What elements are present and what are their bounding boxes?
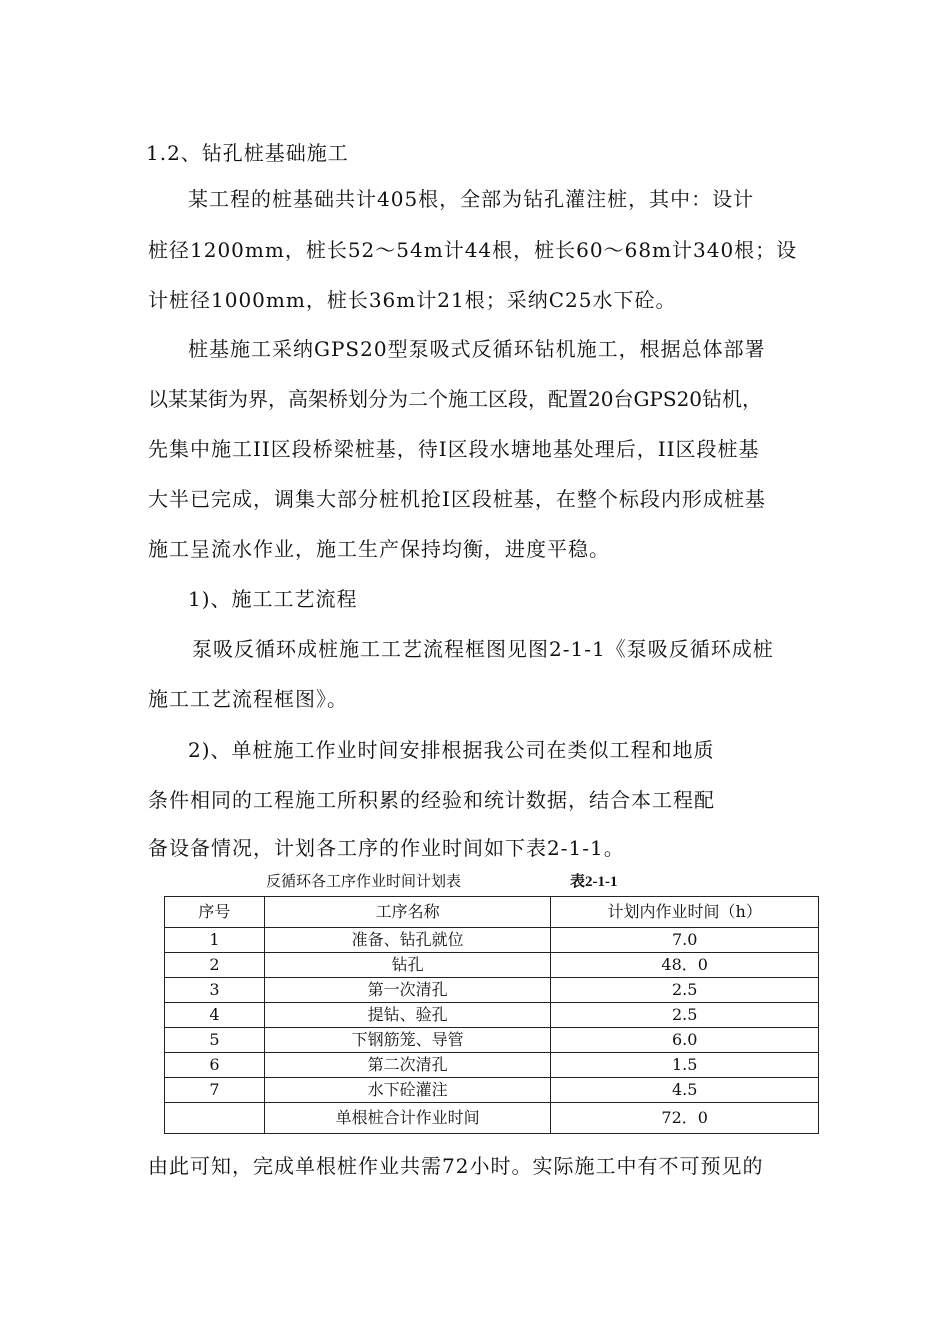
cell-seq: 4 [165, 1003, 265, 1028]
closing-line: 由此可知，完成单根桩作业共需72小时。实际施工中有不可预见的 [148, 1154, 764, 1178]
cell-process: 下钢筋笼、导管 [264, 1028, 551, 1053]
cell-process: 准备、钻孔就位 [264, 928, 551, 953]
cell-seq: 2 [165, 953, 265, 978]
section-heading: 1.2、钻孔桩基础施工 [146, 141, 349, 165]
table-header-row [165, 897, 819, 928]
table-row [165, 953, 819, 978]
table-row [165, 978, 819, 1003]
cell-time: 2.5 [551, 978, 819, 1003]
cell-time: 7.0 [551, 928, 819, 953]
header-process: 工序名称 [264, 897, 551, 928]
paragraph-3-line-1: 泵吸反循环成桩施工工艺流程框图见图2-1-1《泵吸反循环成桩 [192, 637, 774, 661]
paragraph-4-line-3: 备设备情况，计划各工序的作业时间如下表2-1-1。 [148, 836, 625, 860]
cell-seq: 3 [165, 978, 265, 1003]
table-row [165, 928, 819, 953]
table-row [165, 1078, 819, 1103]
cell-process: 水下砼灌注 [264, 1078, 551, 1103]
paragraph-2-line-3: 先集中施工II区段桥梁桩基，待I区段水塘地基处理后，II区段桩基 [148, 437, 760, 461]
cell-total-time: 72．0 [551, 1103, 819, 1134]
cell-time: 2.5 [551, 1003, 819, 1028]
process-time-table [164, 896, 819, 1134]
paragraph-4-line-1: 2)、单桩施工作业时间安排根据我公司在类似工程和地质 [188, 738, 715, 762]
cell-seq: 7 [165, 1078, 265, 1103]
paragraph-3-line-2: 施工工艺流程框图》。 [148, 687, 348, 711]
cell-time: 4.5 [551, 1078, 819, 1103]
cell-process: 提钻、验孔 [264, 1003, 551, 1028]
cell-process: 第一次清孔 [264, 978, 551, 1003]
cell-seq [165, 1103, 265, 1134]
table-number: 表2-1-1 [570, 874, 618, 890]
cell-seq: 1 [165, 928, 265, 953]
cell-time: 1.5 [551, 1053, 819, 1078]
table-row [165, 1028, 819, 1053]
paragraph-2-line-4: 大半已完成，调集大部分桩机抢I区段桩基，在整个标段内形成桩基 [148, 487, 766, 511]
table-row [165, 1053, 819, 1078]
cell-time: 48．0 [551, 953, 819, 978]
table-caption: 反循环各工序作业时间计划表 [266, 874, 462, 890]
header-seq: 序号 [165, 897, 265, 928]
paragraph-2-line-5: 施工呈流水作业，施工生产保持均衡，进度平稳。 [148, 537, 610, 561]
cell-seq: 6 [165, 1053, 265, 1078]
cell-time: 6.0 [551, 1028, 819, 1053]
cell-total-label: 单根桩合计作业时间 [264, 1103, 551, 1134]
paragraph-1-line-3: 计桩径1000mm，桩长36m计21根；采纳C25水下砼。 [148, 288, 677, 312]
paragraph-2-line-2: 以某某街为界，高架桥划分为二个施工区段，配置20台GPS20钻机， [148, 387, 763, 411]
paragraph-4-line-2: 条件相同的工程施工所积累的经验和统计数据，结合本工程配 [148, 788, 715, 812]
paragraph-1-line-2: 桩径1200mm，桩长52～54m计44根，桩长60～68m计340根；设 [148, 238, 798, 262]
paragraph-2-line-1: 桩基施工采纳GPS20型泵吸式反循环钻机施工，根据总体部署 [188, 337, 766, 361]
table-total-row [165, 1103, 819, 1134]
paragraph-1-line-1: 某工程的桩基础共计405根，全部为钻孔灌注桩，其中：设计 [188, 187, 755, 211]
cell-process: 钻孔 [264, 953, 551, 978]
table-row [165, 1003, 819, 1028]
subheading-1: 1)、施工工艺流程 [188, 587, 358, 611]
cell-seq: 5 [165, 1028, 265, 1053]
header-time: 计划内作业时间（h） [551, 897, 819, 928]
cell-process: 第二次清孔 [264, 1053, 551, 1078]
